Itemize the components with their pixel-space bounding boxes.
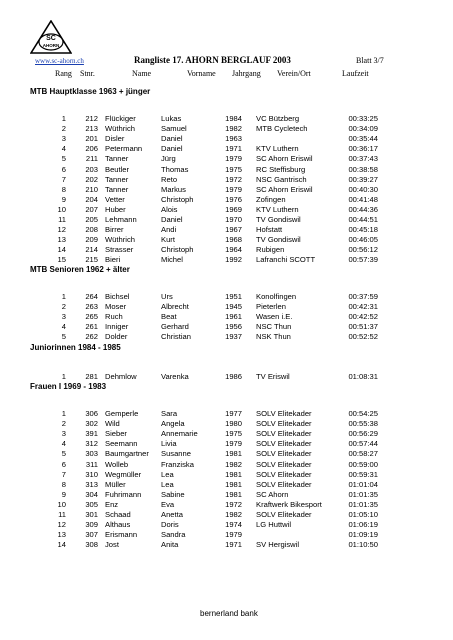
start-number: 311 <box>85 459 98 469</box>
rank: 13 <box>57 530 66 540</box>
club: SC Ahorn <box>256 489 289 499</box>
finish-time: 00:59:00 <box>348 459 378 469</box>
rank: 6 <box>61 164 66 174</box>
first-name: Anita <box>161 540 179 550</box>
column-header: Laufzeit <box>342 69 369 78</box>
birth-year: 1971 <box>225 540 242 550</box>
birth-year: 1963 <box>225 134 242 144</box>
last-name: Wolleb <box>105 459 129 469</box>
last-name: Dolder <box>105 332 128 342</box>
start-number: 310 <box>85 469 98 479</box>
start-number: 203 <box>85 164 98 174</box>
result-row <box>0 302 453 312</box>
birth-year: 1964 <box>225 245 242 255</box>
result-row <box>0 215 453 225</box>
result-row <box>0 480 453 490</box>
last-name: Seemann <box>105 439 138 449</box>
rank: 5 <box>61 449 66 459</box>
start-number: 302 <box>85 419 98 429</box>
rank: 9 <box>61 489 66 499</box>
finish-time: 00:40:30 <box>348 184 378 194</box>
finish-time: 00:34:09 <box>348 124 378 134</box>
birth-year: 1937 <box>225 332 242 342</box>
column-header: Rang <box>55 69 72 78</box>
footer-sponsor: bernerland bank <box>200 609 258 618</box>
club: SOLV Elitekader <box>256 439 312 449</box>
rank: 8 <box>61 184 66 194</box>
finish-time: 00:36:17 <box>348 144 378 154</box>
start-number: 214 <box>85 245 98 255</box>
club: Lafranchi SCOTT <box>256 255 316 265</box>
result-row <box>0 312 453 322</box>
club: NSC Thun <box>256 322 292 332</box>
club: Pieterlen <box>256 302 286 312</box>
finish-time: 00:52:52 <box>348 332 378 342</box>
result-row <box>0 144 453 154</box>
birth-year: 1982 <box>225 124 242 134</box>
result-row <box>0 530 453 540</box>
last-name: Fuhrimann <box>105 489 142 499</box>
start-number: 301 <box>85 510 98 519</box>
start-number: 312 <box>85 439 98 449</box>
result-row <box>0 235 453 245</box>
page-title: Rangliste 17. AHORN BERGLAUF 2003 <box>134 55 291 65</box>
last-name: Schaad <box>105 510 131 519</box>
birth-year: 1972 <box>225 499 242 509</box>
birth-year: 1981 <box>225 469 242 479</box>
rank: 2 <box>61 302 66 312</box>
birth-year: 1981 <box>225 479 242 489</box>
finish-time: 00:54:25 <box>348 409 378 418</box>
rank: 1 <box>61 292 66 301</box>
result-row <box>0 322 453 332</box>
finish-time: 00:38:58 <box>348 164 378 174</box>
result-row <box>0 154 453 164</box>
finish-time: 00:44:51 <box>348 215 378 224</box>
last-name: Ruch <box>105 312 123 322</box>
result-row <box>0 165 453 175</box>
club: SOLV Elitekader <box>256 479 312 489</box>
first-name: Urs <box>161 292 173 301</box>
club: NSC Gantrisch <box>256 174 307 184</box>
club: SOLV Elitekader <box>256 469 312 479</box>
birth-year: 1967 <box>225 225 242 235</box>
birth-year: 1979 <box>225 530 242 540</box>
last-name: Bichsel <box>105 292 130 301</box>
rank: 14 <box>57 540 66 550</box>
finish-time: 01:10:50 <box>348 540 378 550</box>
club: SOLV Elitekader <box>256 409 312 418</box>
finish-time: 01:01:35 <box>348 489 378 499</box>
first-name: Kurt <box>161 235 175 245</box>
birth-year: 1977 <box>225 409 242 418</box>
birth-year: 1981 <box>225 449 242 459</box>
last-name: Sieber <box>105 429 127 439</box>
start-number: 281 <box>85 372 98 381</box>
first-name: Susanne <box>161 449 191 459</box>
club: Wasen i.E. <box>256 312 293 322</box>
rank: 2 <box>61 419 66 429</box>
club-logo <box>30 20 72 58</box>
start-number: 207 <box>85 204 98 214</box>
last-name: Dehmlow <box>105 372 137 381</box>
start-number: 201 <box>85 134 98 144</box>
last-name: Tanner <box>105 174 129 184</box>
club: TV Gondiswil <box>256 215 301 224</box>
club: NSK Thun <box>256 332 291 342</box>
last-name: Baumgartner <box>105 449 149 459</box>
rank: 8 <box>61 479 66 489</box>
finish-time: 01:09:19 <box>348 530 378 540</box>
finish-time: 00:59:31 <box>348 469 378 479</box>
rank: 11 <box>58 510 66 519</box>
last-name: Petermann <box>105 144 143 154</box>
first-name: Thomas <box>161 164 189 174</box>
start-number: 213 <box>85 124 98 134</box>
result-row <box>0 292 453 302</box>
first-name: Daniel <box>161 134 183 144</box>
rank: 1 <box>61 114 66 123</box>
last-name: Flückiger <box>105 114 136 123</box>
club: KTV Luthern <box>256 144 299 154</box>
finish-time: 01:01:04 <box>348 479 378 489</box>
finish-time: 00:42:31 <box>348 302 378 312</box>
birth-year: 1970 <box>225 215 242 224</box>
last-name: Inniger <box>105 322 129 332</box>
category-heading: Juniorinnen 1984 - 1985 <box>30 343 121 352</box>
first-name: Franziska <box>161 459 194 469</box>
svg-text:SC: SC <box>46 35 56 42</box>
finish-time: 00:33:25 <box>348 114 378 123</box>
rank: 15 <box>57 255 66 265</box>
club: Rubigen <box>256 245 285 255</box>
result-row <box>0 409 453 419</box>
result-row <box>0 372 453 382</box>
first-name: Samuel <box>161 124 187 134</box>
last-name: Erismann <box>105 530 138 540</box>
last-name: Enz <box>105 499 119 509</box>
result-row <box>0 439 453 449</box>
result-row <box>0 124 453 134</box>
start-number: 211 <box>85 154 98 164</box>
rank: 4 <box>61 322 66 332</box>
finish-time: 00:42:52 <box>348 312 378 322</box>
club: SOLV Elitekader <box>256 419 312 429</box>
club: Zofingen <box>256 194 286 204</box>
last-name: Bieri <box>105 255 121 265</box>
birth-year: 1974 <box>225 520 242 530</box>
first-name: Albrecht <box>161 302 189 312</box>
club: Hofstatt <box>256 225 283 235</box>
rank: 3 <box>61 429 66 439</box>
result-row <box>0 419 453 429</box>
finish-time: 00:45:18 <box>348 225 378 235</box>
finish-time: 00:44:36 <box>348 204 378 214</box>
club: SOLV Elitekader <box>256 449 312 459</box>
rank: 6 <box>61 459 66 469</box>
last-name: Wüthrich <box>105 124 135 134</box>
result-row <box>0 500 453 510</box>
result-row <box>0 175 453 185</box>
club: SOLV Elitekader <box>256 459 312 469</box>
finish-time: 00:51:37 <box>348 322 378 332</box>
result-row <box>0 205 453 215</box>
finish-time: 01:06:19 <box>348 520 378 530</box>
birth-year: 1982 <box>225 459 242 469</box>
first-name: Christoph <box>161 194 194 204</box>
first-name: Christian <box>161 332 191 342</box>
first-name: Lukas <box>161 114 182 123</box>
last-name: Wegmüller <box>105 469 142 479</box>
rank: 14 <box>57 245 66 255</box>
birth-year: 1976 <box>225 194 242 204</box>
result-row <box>0 245 453 255</box>
start-number: 210 <box>85 184 98 194</box>
column-header: Vorname <box>187 69 216 78</box>
last-name: Beutler <box>105 164 130 174</box>
birth-year: 1975 <box>225 429 242 439</box>
finish-time: 01:01:35 <box>348 499 378 509</box>
birth-year: 1972 <box>225 174 242 184</box>
start-number: 202 <box>85 174 98 184</box>
birth-year: 1956 <box>225 322 242 332</box>
birth-year: 1951 <box>225 292 242 301</box>
rank: 7 <box>61 469 66 479</box>
start-number: 262 <box>85 332 98 342</box>
result-row <box>0 520 453 530</box>
start-number: 308 <box>85 540 98 550</box>
result-row <box>0 510 453 520</box>
finish-time: 00:37:59 <box>348 292 378 301</box>
result-row <box>0 185 453 195</box>
rank: 10 <box>57 204 66 214</box>
birth-year: 1979 <box>225 439 242 449</box>
last-name: Müller <box>105 479 126 489</box>
start-number: 305 <box>85 499 98 509</box>
rank: 9 <box>61 194 66 204</box>
result-row <box>0 490 453 500</box>
club: Konolfingen <box>256 292 297 301</box>
start-number: 215 <box>85 255 98 265</box>
first-name: Andi <box>161 225 177 235</box>
start-number: 209 <box>85 235 98 245</box>
last-name: Gemperle <box>105 409 139 418</box>
result-row <box>0 470 453 480</box>
rank: 5 <box>61 332 66 342</box>
last-name: Tanner <box>105 184 129 194</box>
category-heading: MTB Senioren 1962 + älter <box>30 265 130 274</box>
first-name: Doris <box>161 520 179 530</box>
birth-year: 1982 <box>225 510 242 519</box>
first-name: Daniel <box>161 144 183 154</box>
result-row <box>0 114 453 124</box>
first-name: Alois <box>161 204 178 214</box>
last-name: Huber <box>105 204 126 214</box>
start-number: 303 <box>85 449 98 459</box>
first-name: Lea <box>161 479 174 489</box>
result-row <box>0 429 453 439</box>
first-name: Sara <box>161 409 178 418</box>
start-number: 307 <box>85 530 98 540</box>
club: SC Ahorn Eriswil <box>256 154 313 164</box>
first-name: Livia <box>161 439 177 449</box>
rank: 3 <box>61 134 66 144</box>
start-number: 204 <box>85 194 98 204</box>
rank: 12 <box>57 225 66 235</box>
start-number: 306 <box>85 409 98 418</box>
rank: 12 <box>57 520 66 530</box>
first-name: Sandra <box>161 530 186 540</box>
last-name: Lehmann <box>105 215 137 224</box>
first-name: Reto <box>161 174 178 184</box>
first-name: Gerhard <box>161 322 189 332</box>
finish-time: 00:35:44 <box>348 134 378 144</box>
column-header: Verein/Ort <box>277 69 311 78</box>
first-name: Anetta <box>161 510 183 519</box>
birth-year: 1984 <box>225 114 242 123</box>
last-name: Wild <box>105 419 120 429</box>
column-header: Jahrgang <box>232 69 261 78</box>
finish-time: 00:39:27 <box>348 174 378 184</box>
finish-time: 00:56:29 <box>348 429 378 439</box>
club: RC Steffisburg <box>256 164 306 174</box>
first-name: Eva <box>161 499 175 509</box>
club: SOLV Elitekader <box>256 510 312 519</box>
rank: 7 <box>61 174 66 184</box>
finish-time: 00:46:05 <box>348 235 378 245</box>
last-name: Althaus <box>105 520 131 530</box>
column-header: Stnr. <box>80 69 95 78</box>
club: SC Ahorn Eriswil <box>256 184 313 194</box>
finish-time: 00:55:38 <box>348 419 378 429</box>
result-row <box>0 134 453 144</box>
start-number: 309 <box>85 520 98 530</box>
club: VC Bützberg <box>256 114 300 123</box>
first-name: Annemarie <box>161 429 198 439</box>
start-number: 212 <box>85 114 98 123</box>
result-row <box>0 255 453 265</box>
first-name: Christoph <box>161 245 194 255</box>
result-row <box>0 460 453 470</box>
result-row <box>0 332 453 342</box>
start-number: 313 <box>85 479 98 489</box>
birth-year: 1975 <box>225 164 242 174</box>
rank: 4 <box>61 144 66 154</box>
club: KTV Luthern <box>256 204 299 214</box>
first-name: Sabine <box>161 489 185 499</box>
first-name: Michel <box>161 255 183 265</box>
result-row <box>0 225 453 235</box>
first-name: Daniel <box>161 215 183 224</box>
first-name: Beat <box>161 312 177 322</box>
birth-year: 1979 <box>225 154 242 164</box>
finish-time: 00:57:39 <box>348 255 378 265</box>
rank: 4 <box>61 439 66 449</box>
start-number: 391 <box>85 429 98 439</box>
rank: 13 <box>57 235 66 245</box>
start-number: 261 <box>85 322 98 332</box>
first-name: Varenka <box>161 372 189 381</box>
club: LG Huttwil <box>256 520 292 530</box>
birth-year: 1986 <box>225 372 242 381</box>
page-number: Blatt 3/7 <box>356 56 384 65</box>
birth-year: 1968 <box>225 235 242 245</box>
start-number: 265 <box>85 312 98 322</box>
result-row <box>0 195 453 205</box>
start-number: 304 <box>85 489 98 499</box>
result-row <box>0 449 453 459</box>
last-name: Vetter <box>105 194 125 204</box>
rank: 11 <box>58 215 66 224</box>
first-name: Jürg <box>161 154 176 164</box>
birth-year: 1980 <box>225 419 242 429</box>
finish-time: 01:08:31 <box>348 372 378 381</box>
result-row <box>0 540 453 550</box>
club: MTB Cycletech <box>256 124 308 134</box>
svg-text:AHORN: AHORN <box>42 43 60 48</box>
last-name: Disler <box>105 134 125 144</box>
finish-time: 00:58:27 <box>348 449 378 459</box>
club: TV Gondiswil <box>256 235 301 245</box>
club: SV Hergiswil <box>256 540 300 550</box>
start-number: 208 <box>85 225 98 235</box>
category-heading: Frauen I 1969 - 1983 <box>30 382 107 391</box>
birth-year: 1961 <box>225 312 242 322</box>
category-heading: MTB Hauptklasse 1963 + jünger <box>30 87 151 96</box>
club: SOLV Elitekader <box>256 429 312 439</box>
club-website-link[interactable]: www.sc-ahorn.ch <box>35 57 84 65</box>
start-number: 206 <box>85 144 98 154</box>
finish-time: 00:56:12 <box>348 245 378 255</box>
finish-time: 00:57:44 <box>348 439 378 449</box>
start-number: 264 <box>85 292 98 301</box>
start-number: 205 <box>85 215 98 224</box>
first-name: Angela <box>161 419 185 429</box>
birth-year: 1971 <box>225 144 242 154</box>
rank: 5 <box>61 154 66 164</box>
birth-year: 1992 <box>225 255 242 265</box>
rank: 2 <box>61 124 66 134</box>
birth-year: 1981 <box>225 489 242 499</box>
last-name: Jost <box>105 540 119 550</box>
last-name: Strasser <box>105 245 134 255</box>
rank: 10 <box>57 499 66 509</box>
rank: 3 <box>61 312 66 322</box>
first-name: Markus <box>161 184 186 194</box>
finish-time: 00:37:43 <box>348 154 378 164</box>
last-name: Birrer <box>105 225 124 235</box>
last-name: Wüthrich <box>105 235 135 245</box>
birth-year: 1969 <box>225 204 242 214</box>
rank: 1 <box>61 409 66 418</box>
finish-time: 01:05:10 <box>348 510 378 519</box>
column-header: Name <box>132 69 152 78</box>
last-name: Moser <box>105 302 127 312</box>
club: TV Eriswil <box>256 372 290 381</box>
start-number: 263 <box>85 302 98 312</box>
last-name: Tanner <box>105 154 129 164</box>
birth-year: 1979 <box>225 184 242 194</box>
finish-time: 00:41:48 <box>348 194 378 204</box>
birth-year: 1945 <box>225 302 242 312</box>
rank: 1 <box>61 372 66 381</box>
club: Kraftwerk Bikesport <box>256 499 322 509</box>
first-name: Lea <box>161 469 174 479</box>
